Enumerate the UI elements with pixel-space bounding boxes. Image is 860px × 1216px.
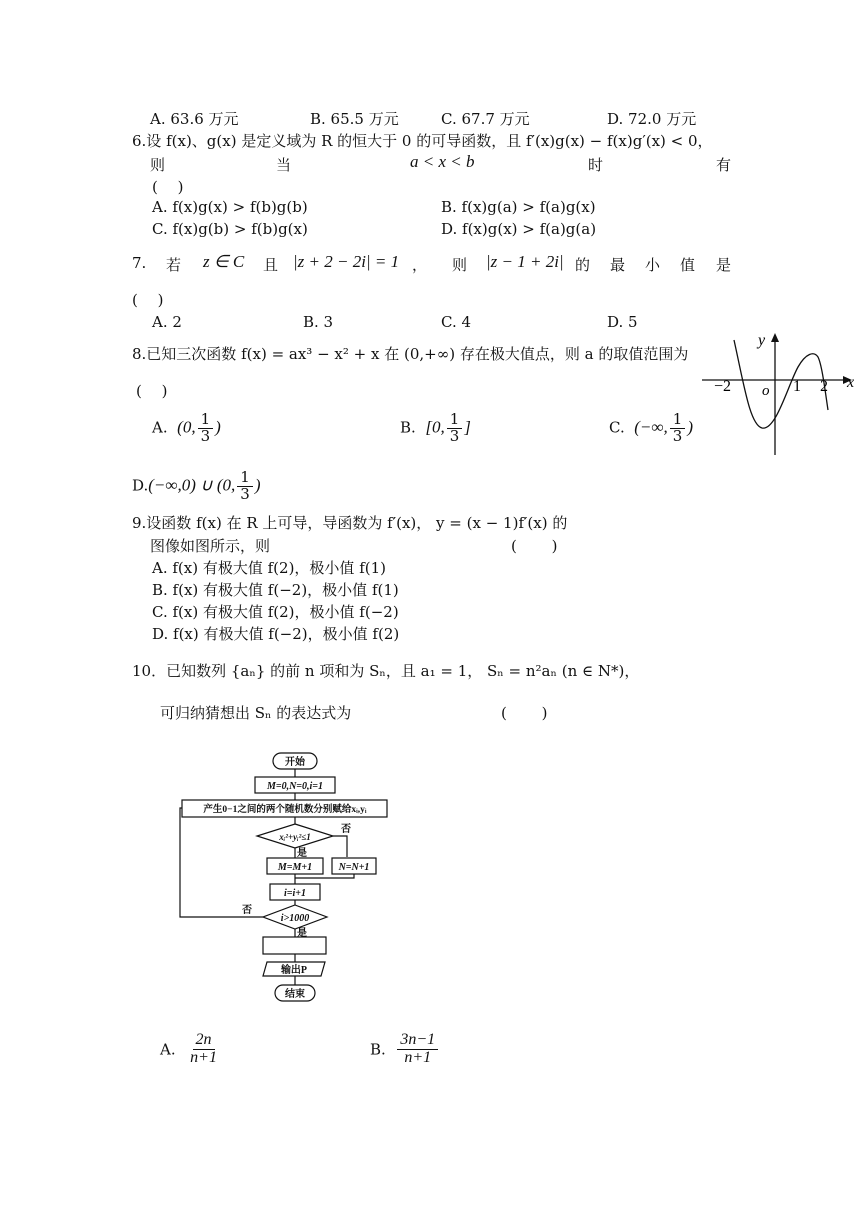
q9-stem-line2: 图像如图所示，则 [150, 537, 271, 555]
flow-empty-box [263, 937, 326, 954]
frac-den: 3 [449, 426, 460, 445]
q6-option-b: B. f(x)g(a) > f(a)g(x) [441, 198, 596, 216]
y-label: y [758, 332, 766, 349]
q8-option-d-label: D. [132, 476, 149, 495]
q7-expression: |z − 1 + 2i| [486, 252, 564, 271]
fraction-one-third [447, 412, 463, 445]
q6-word-dang: 当 [276, 156, 292, 174]
flow-no1-text: 否 [341, 824, 351, 835]
q8-option-a [152, 412, 221, 445]
q8-option-a-right: ) [215, 417, 221, 437]
q10-option-b-fraction [397, 1032, 438, 1067]
q6-option-c: C. f(x)g(b) > f(b)g(x) [152, 220, 308, 238]
flow-cond1-text: xᵢ²+yᵢ²≤1 [279, 832, 311, 842]
q6-word-you: 有 [716, 156, 732, 174]
q5-option-c: C. 67.7 万元 [441, 110, 530, 128]
q9-stem-line1: 9.设函数 f(x) 在 R 上可导，导函数为 f′(x)， y = (x − 1)f′(x) 的 [132, 514, 568, 532]
q10-stem-line2: 可归纳猜想出 Sₙ 的表达式为 [160, 704, 352, 722]
q10-option-b [370, 1032, 440, 1067]
q8-option-c-label: C. [609, 418, 625, 437]
q8-option-a-label: A. [152, 418, 168, 437]
q8-option-a-left: (0, [177, 417, 196, 437]
derivative-graph [700, 325, 860, 460]
q6-paren: ( ) [152, 178, 184, 196]
q7-number: 7. [132, 254, 147, 272]
flow-gen-text: 产生0−1之间的两个随机数分别赋给xᵢ,yᵢ [203, 805, 367, 815]
q6-stem: 6.设 f(x)、g(x) 是定义域为 R 的恒大于 0 的可导函数，且 f′(x)g(x) − f(x)g′(x) < 0， [132, 132, 713, 150]
flow-yes1-text: 是 [297, 848, 307, 859]
q5-option-a: A. 63.6 万元 [150, 110, 239, 128]
q10-paren: ( ) [501, 704, 548, 722]
q7-char-de: 的 [575, 256, 591, 274]
frac-num: 1 [447, 412, 463, 429]
curve [734, 340, 828, 428]
frac-num: 3n−1 [397, 1032, 438, 1050]
flowchart [175, 750, 395, 1005]
q8-option-b-right: ] [464, 417, 471, 437]
q8-option-b [400, 412, 471, 445]
tick-1: 1 [793, 378, 801, 395]
frac-num: 1 [670, 412, 686, 429]
q8-option-c [609, 412, 693, 445]
q8-option-d [132, 470, 261, 503]
frac-num: 1 [198, 412, 214, 429]
q10-option-a-label: A. [160, 1040, 176, 1059]
q7-option-c: C. 4 [441, 313, 472, 331]
y-axis-arrow [771, 333, 779, 342]
flow-i-inc-text: i=i+1 [284, 888, 306, 899]
q7-option-d: D. 5 [607, 313, 638, 331]
tick-2: 2 [820, 378, 828, 395]
q7-char-shi: 是 [716, 256, 732, 274]
frac-num: 1 [237, 470, 253, 487]
q6-word-ze: 则 [150, 156, 166, 174]
flow-m-inc-text: M=M+1 [277, 862, 313, 873]
q7-condition: |z + 2 − 2i| = 1 [293, 252, 400, 271]
q6-option-a: A. f(x)g(x) > f(b)g(b) [152, 198, 308, 216]
flow-no2-text: 否 [242, 905, 252, 916]
q8-option-c-left: (−∞, [634, 417, 668, 437]
q7-comma: ， [412, 256, 428, 274]
flow-yes2-text: 是 [297, 928, 307, 939]
frac-den: 3 [200, 426, 211, 445]
fraction-one-third [237, 470, 253, 503]
q7-option-a: A. 2 [152, 313, 182, 331]
q6-word-shi: 时 [588, 156, 604, 174]
q10-option-b-label: B. [370, 1040, 386, 1059]
frac-den: 3 [672, 426, 683, 445]
q8-paren: ( ) [136, 382, 168, 400]
q10-stem: 10．已知数列 {aₙ} 的前 n 项和为 Sₙ，且 a₁ = 1， Sₙ = n²aₙ (n ∈ N*)， [132, 662, 640, 680]
q8-option-d-right: ) [254, 475, 261, 495]
q10-option-a [160, 1032, 222, 1067]
q7-word-qie: 且 [263, 256, 279, 274]
flow-n-inc-text: N=N+1 [338, 862, 370, 873]
tick-neg2: −2 [714, 378, 732, 395]
frac-num: 2n [193, 1032, 215, 1050]
frac-den: n+1 [190, 1048, 217, 1066]
q7-char-xiao: 小 [645, 256, 661, 274]
flow-cond2-text: i>1000 [280, 913, 310, 924]
q7-word-ze: 则 [452, 256, 468, 274]
q9-option-b: B. f(x) 有极大值 f(−2)，极小值 f(1) [152, 581, 399, 599]
q7-z-in-c: z ∈ C [203, 252, 245, 271]
q7-word-ruo: 若 [166, 256, 182, 274]
q7-paren: ( ) [132, 291, 164, 309]
flow-init-text: M=0,N=0,i=1 [267, 781, 323, 792]
flow-start-text: 开始 [285, 757, 305, 768]
q8-option-d-left: (−∞,0) ∪ (0, [148, 475, 236, 495]
q9-paren: ( ) [511, 537, 558, 555]
q10-option-a-fraction [187, 1032, 220, 1067]
origin-label: o [762, 383, 770, 399]
q8-option-b-label: B. [400, 418, 416, 437]
q6-option-d: D. f(x)g(x) > f(a)g(a) [441, 220, 597, 238]
fraction-one-third [198, 412, 214, 445]
frac-den: n+1 [404, 1048, 432, 1066]
frac-den: 3 [240, 484, 250, 503]
q9-option-a: A. f(x) 有极大值 f(2)，极小值 f(1) [152, 559, 386, 577]
q8-option-b-left: [0, [425, 417, 445, 437]
q7-char-zui: 最 [610, 256, 626, 274]
fraction-one-third [670, 412, 686, 445]
x-label: x [847, 374, 855, 391]
q5-option-d: D. 72.0 万元 [607, 110, 697, 128]
q8-option-c-right: ) [687, 417, 693, 437]
q6-condition: a < x < b [410, 152, 475, 171]
q5-option-b: B. 65.5 万元 [310, 110, 399, 128]
q9-option-c: C. f(x) 有极大值 f(2)，极小值 f(−2) [152, 603, 399, 621]
q9-option-d: D. f(x) 有极大值 f(−2)，极小值 f(2) [152, 625, 400, 643]
q7-option-b: B. 3 [303, 313, 334, 331]
q8-stem: 8.已知三次函数 f(x) = ax³ − x² + x 在 (0,+∞) 存在极大值点，则 a 的取值范围为 [132, 345, 689, 363]
flow-output-text: 输出P [280, 965, 308, 976]
flow-end-text: 结束 [285, 989, 305, 1000]
q7-char-zhi: 值 [680, 256, 696, 274]
